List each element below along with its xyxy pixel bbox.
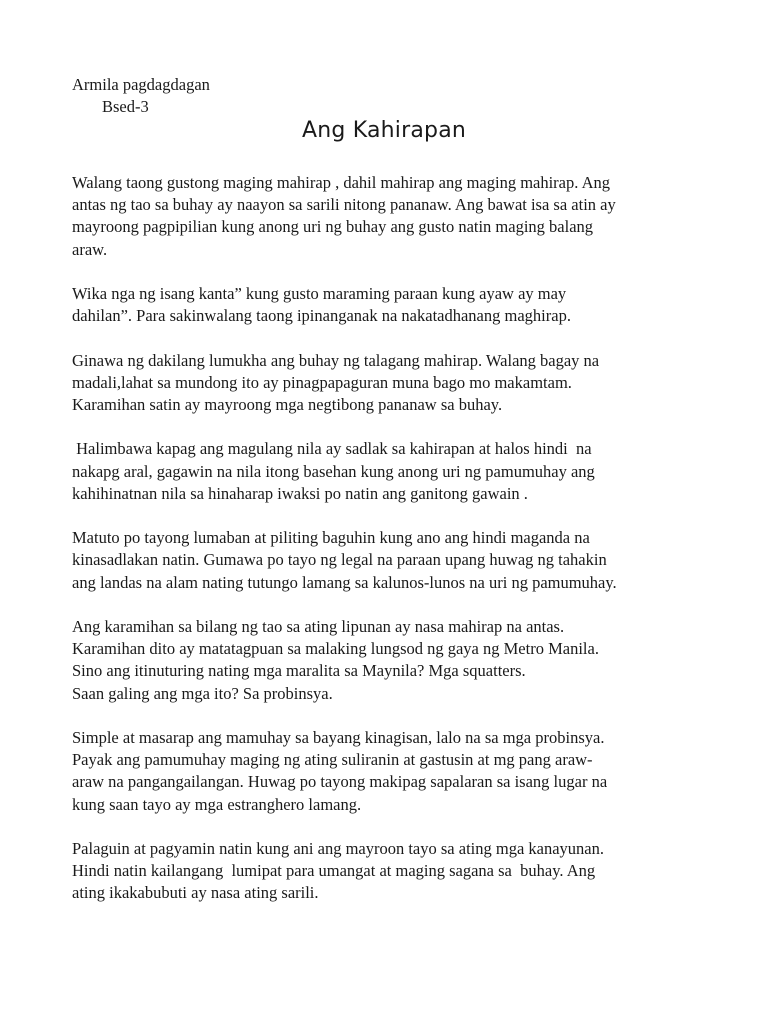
text-line: madali,lahat sa mundong ito ay pinagpapaguran muna bago mo makamtam.	[72, 372, 572, 392]
paragraph-5	[72, 527, 712, 594]
text-line: dahilan”. Para sakinwalang taong ipinanganak na nakatadhanang maghirap.	[72, 306, 571, 326]
text-line: Payak ang pamumuhay maging ng ating suliranin at gastusin at mg pang araw-	[72, 750, 593, 770]
text-line: Sino ang itinuturing nating mga maralita sa Maynila? Mga squatters.	[72, 661, 526, 681]
text-line: Ang karamihan sa bilang ng tao sa ating lipunan ay nasa mahirap na antas.	[72, 616, 565, 636]
author-name: Armila pagdagdagan	[72, 75, 210, 94]
document-title: Ang Kahirapan	[301, 118, 467, 143]
text-line: Karamihan dito ay matatagpuan sa malaking lungsod ng gaya ng Metro Manila.	[72, 639, 599, 659]
text-line: mayroong pagpipilian kung anong uri ng buhay ang gusto natin maging balang	[72, 217, 594, 237]
paragraph-3	[72, 350, 712, 417]
text-line: Hindi natin kailangang lumipat para umangat at maging sagana sa buhay. Ang	[72, 861, 596, 881]
text-line: nakapg aral, gagawin na nila itong basehan kung anong uri ng pamumuhay ang	[72, 461, 595, 481]
section-label: Bsed-3	[102, 97, 149, 116]
text-line: Simple at masarap ang mamuhay sa bayang kinagisan, lalo na sa mga probinsya.	[72, 727, 605, 747]
text-line: ang landas na alam nating tutungo lamang sa kalunos-lunos na uri ng pamumuhay.	[72, 572, 617, 592]
text-line: Palaguin at pagyamin natin kung ani ang mayroon tayo sa ating mga kanayunan.	[72, 838, 604, 858]
paragraph-7	[72, 727, 712, 816]
paragraph-2	[72, 283, 712, 327]
text-line: Saan galing ang mga ito? Sa probinsya.	[72, 683, 333, 703]
text-line: Halimbawa kapag ang magulang nila ay sadlak sa kahirapan at halos hindi na	[72, 439, 592, 459]
text-line: Karamihan satin ay mayroong mga negtibong pananaw sa buhay.	[72, 395, 503, 414]
text-line: kinasadlakan natin. Gumawa po tayo ng legal na paraan upang huwag ng tahakin	[72, 550, 607, 570]
text-line: ating ikakabubuti ay nasa ating sarili.	[72, 883, 319, 903]
text-line: Matuto po tayong lumaban at piliting baguhin kung ano ang hindi maganda na	[72, 528, 590, 548]
text-line: kahihinatnan nila sa hinaharap iwaksi po natin ang ganitong gawain .	[72, 483, 528, 503]
paragraph-1	[72, 172, 712, 261]
text-line: kung saan tayo ay mga estranghero lamang.	[72, 794, 362, 814]
text-line: araw na pangangailangan. Huwag po tayong makipag sapalaran sa isang lugar na	[72, 772, 608, 792]
text-line: Walang taong gustong maging mahirap , dahil mahirap ang maging mahirap. Ang	[72, 173, 611, 192]
essay-body	[72, 172, 712, 927]
paragraph-4	[72, 438, 712, 505]
text-line: araw.	[72, 239, 108, 259]
paragraph-6	[72, 616, 712, 705]
text-line: antas ng tao sa buhay ay naayon sa sarili nitong pananaw. Ang bawat isa sa atin ay	[72, 195, 616, 215]
paragraph-8	[72, 838, 712, 905]
text-line: Ginawa ng dakilang lumukha ang buhay ng talagang mahirap. Walang bagay na	[72, 350, 600, 370]
text-line: Wika nga ng isang kanta” kung gusto maraming paraan kung ayaw ay may	[72, 284, 567, 303]
